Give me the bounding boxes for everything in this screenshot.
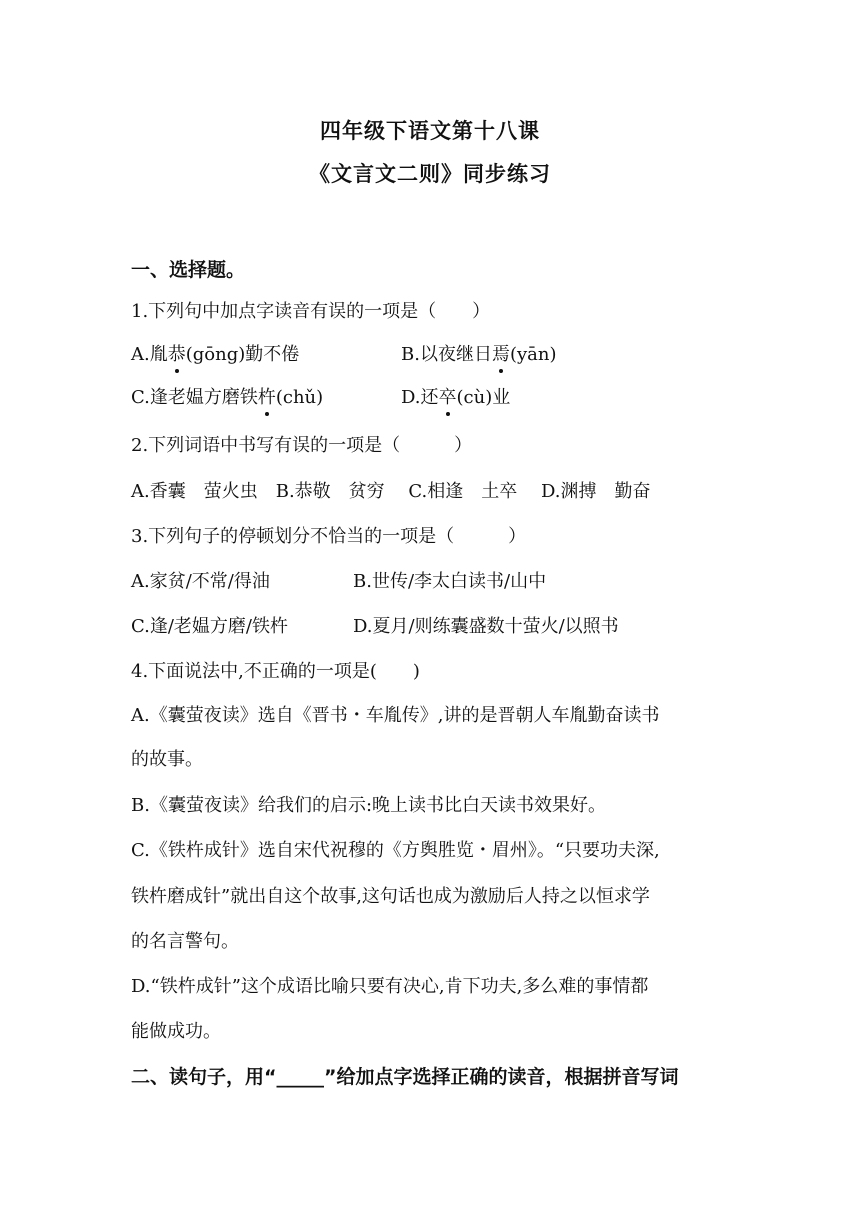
option-text: B.以夜继日: [401, 344, 492, 365]
dotted-char: 焉: [492, 340, 510, 366]
question-2-options: A.香囊 萤火虫 B.恭敬 贫穷 C.相逢 土卒 D.渊搏 勤奋: [131, 481, 651, 502]
document-title: 四年级下语文第十八课: [320, 119, 540, 143]
question-2-stem: 2.下列词语中书写有误的一项是（ ）: [131, 435, 473, 456]
question-1-stem: 1.下列句中加点字读音有误的一项是（ ）: [131, 301, 491, 322]
question-3-option-d: D.夏月/则练囊盛数十萤火/以照书: [353, 616, 619, 637]
question-1-option-c: [131, 383, 323, 409]
question-3-option-c: C.逢/老媪方磨/铁杵: [131, 616, 288, 637]
dotted-char: 卒: [439, 383, 457, 409]
question-1-option-a: [131, 340, 299, 366]
option-text: (cù)业: [456, 387, 511, 408]
question-1-option-d: [401, 383, 510, 409]
dotted-char: 恭: [168, 340, 186, 366]
question-4-stem: 4.下面说法中,不正确的一项是( ): [131, 661, 420, 682]
option-text: D.还: [401, 387, 439, 408]
question-4-option-a-line2: 的故事。: [131, 749, 203, 770]
option-text: A.胤: [131, 344, 168, 365]
option-text: C.逢老媪方磨铁: [131, 387, 258, 408]
question-1-option-b: [401, 340, 557, 366]
option-text: (chǔ): [275, 387, 324, 408]
question-4-option-d-line1: D.“铁杵成针”这个成语比喻只要有决心,肯下功夫,多么难的事情都: [131, 976, 649, 997]
document-subtitle: 《文言文二则》同步练习: [309, 162, 551, 186]
question-4-option-d-line2: 能做成功。: [131, 1021, 221, 1042]
option-text: (yān): [509, 344, 557, 365]
question-4-option-c-line2: 铁杵磨成针”就出自这个故事,这句话也成为激励后人持之以恒求学: [131, 886, 650, 907]
question-4-option-c-line1: C.《铁杵成针》选自宋代祝穆的《方舆胜览・眉州》。“只要功夫深,: [131, 840, 660, 861]
section-heading-choice: 一、选择题。: [131, 259, 246, 281]
question-4-option-a-line1: A.《囊萤夜读》选自《晋书・车胤传》,讲的是晋朝人车胤勤奋读书: [131, 705, 660, 726]
option-text: (gōng)勤不倦: [185, 344, 300, 365]
question-4-option-b: B.《囊萤夜读》给我们的启示:晚上读书比白天读书效果好。: [131, 795, 607, 816]
section-heading-reading: 二、读句子，用“_____”给加点字选择正确的读音，根据拼音写词: [131, 1066, 679, 1088]
question-3-option-a: A.家贫/不常/得油: [131, 571, 270, 592]
question-4-option-c-line3: 的名言警句。: [131, 931, 239, 952]
dotted-char: 杵: [258, 383, 276, 409]
question-3-option-b: B.世传/李太白读书/山中: [353, 571, 547, 592]
question-3-stem: 3.下列句子的停顿划分不恰当的一项是（ ）: [131, 526, 527, 547]
